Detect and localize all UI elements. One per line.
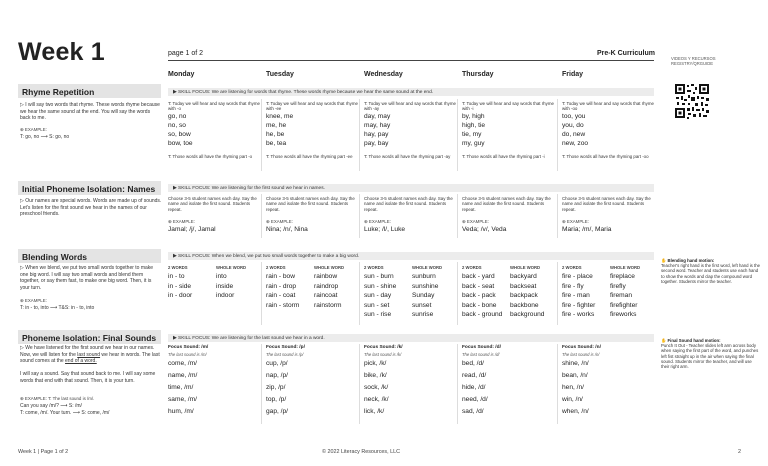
blend-two-words: fire - works <box>562 311 595 318</box>
focus-sound-sub: The last sound is /p/ <box>266 352 304 357</box>
blend-two-words: back - bone <box>462 301 497 309</box>
rhyme-outro: T: Those words all have the rhyming part -oo <box>562 154 649 159</box>
rhyme-word-pair: too, you <box>562 113 586 120</box>
column-divider <box>359 262 360 325</box>
footer-left: Week 1 | Page 1 of 2 <box>18 449 69 455</box>
blend-whole-word: background <box>510 311 545 318</box>
section-example-final-2: Can you say /m/? ⟶ S: /m/ <box>20 403 82 409</box>
focus-sound-sub: The last sound is /m/ <box>168 352 207 357</box>
rhyme-word-pair: go, no <box>168 113 187 120</box>
blend-two-words: sun - day <box>364 292 392 299</box>
blend-two-words: sun - rise <box>364 311 392 318</box>
final-sound-word: read, /d/ <box>462 372 487 379</box>
column-divider <box>457 344 458 424</box>
skill-focus-blending: ▶ SKILL FOCUS: When we blend, we put two small words together to make a big word. <box>168 252 654 260</box>
blend-whole-word: indoor <box>216 292 235 299</box>
play-icon: ▶ <box>173 185 179 191</box>
final-sound-word: pick, /k/ <box>364 360 387 367</box>
example-icon: ⊕ <box>20 396 25 401</box>
final-sound-word: hen, /n/ <box>562 384 584 391</box>
blend-whole-word: sunset <box>412 301 432 309</box>
final-sound-word: nap, /p/ <box>266 372 288 379</box>
blend-whole-word: sunburn <box>412 273 436 280</box>
rhyme-intro: T: Today we will hear and say words that rhyme with -o <box>168 101 260 112</box>
final-sound-word: bean, /n/ <box>562 372 588 379</box>
blend-col-header-whole: WHOLE WORD <box>412 265 443 270</box>
play-icon: ▶ <box>173 253 179 259</box>
focus-sound: Focus Sound: /n/ <box>562 345 601 350</box>
blend-whole-word: fireplace <box>610 273 635 280</box>
names-intro: Choose 3-5 student names each day. Say the name and isolate the first sound. Students repeat. <box>364 196 453 212</box>
rhyme-word-pair: by, high <box>462 113 485 120</box>
rhyme-word-pair: be, tea <box>266 140 287 147</box>
rhyme-intro: T: Today we will hear and say words that rhyme with -i <box>462 101 554 112</box>
names-example: Maria; /m/, Maria <box>562 226 612 233</box>
blend-whole-word: raincoat <box>314 292 338 299</box>
rhyme-word-pair: knee, me <box>266 113 294 120</box>
final-sound-word: same, /m/ <box>168 396 197 403</box>
column-divider <box>557 344 558 424</box>
blend-two-words: sun - set <box>364 301 390 309</box>
example-label: ⊕ EXAMPLE: <box>462 219 489 224</box>
focus-sound-sub: The last sound is /d/ <box>462 352 500 357</box>
focus-sound: Focus Sound: /d/ <box>462 345 501 350</box>
blend-col-header-whole: WHOLE WORD <box>510 265 541 270</box>
final-sound-word: gap, /p/ <box>266 408 288 415</box>
names-intro: Choose 3-5 student names each day. Say the name and isolate the first sound. Students repeat. <box>168 196 257 212</box>
example-label: ⊕ EXAMPLE: <box>20 298 47 303</box>
names-intro: Choose 3-5 student names each day. Say the name and isolate the first sound. Students repeat. <box>462 196 551 212</box>
blend-two-words: in - door <box>168 292 193 299</box>
focus-sound: Focus Sound: /k/ <box>364 345 403 350</box>
rhyme-word-pair: he, be <box>266 131 285 138</box>
rhyme-word-pair: may, hay <box>364 122 391 129</box>
rhyme-intro: T: Today we will hear and say words that rhyme with -ay <box>364 101 456 112</box>
blend-two-words: back - ground <box>462 311 503 318</box>
skill-focus-names: ▶ SKILL FOCUS: We are listening for the first sound we hear in names. <box>168 184 654 192</box>
section-title-blending: Blending Words <box>18 249 161 263</box>
section-example-final-3: T: come, /m/. Your turn. ⟶ S: come, /m/ <box>20 410 110 416</box>
page-title: Week 1 <box>18 38 105 66</box>
blend-two-words: rain - storm <box>266 301 300 309</box>
section-title-final: Phoneme Isolation: Final Sounds <box>18 330 161 344</box>
rhyme-word-pair: bow, toe <box>168 140 193 147</box>
section-desc-names: ▷ Our names are special words. Words are made up of sounds. Let's listen for the first sound we hear in the names of our preschool friends. <box>20 198 162 217</box>
rhyme-outro: T: Those words all have the rhyming part -i <box>462 154 545 159</box>
blend-col-header-whole: WHOLE WORD <box>610 265 641 270</box>
blend-col-header-whole: WHOLE WORD <box>314 265 345 270</box>
final-sound-word: sock, /k/ <box>364 384 389 391</box>
rhyme-word-pair: day, may <box>364 113 391 120</box>
example-label: ⊕ EXAMPLE: <box>168 219 195 224</box>
blending-hand-note: ✋ Blending hand motion: Teacher's right hand is the first word, left hand is the second word. Teacher and students use each hand to show the words and clap the compound word together. Students mirror the teacher. <box>661 258 760 284</box>
names-example: Luke; /l/, Luke <box>364 226 406 233</box>
qr-label: VIDEOS Y RECURSOS REGISTRY/QRGUIDE <box>671 56 716 66</box>
blend-whole-word: fireworks <box>610 311 637 318</box>
blend-two-words: rain - drop <box>266 282 297 290</box>
blend-col-header-2words: 2 WORDS <box>462 265 482 270</box>
play-icon: ▶ <box>173 335 179 341</box>
section-title-rhyme: Rhyme Repetition <box>18 84 161 98</box>
column-divider <box>359 344 360 424</box>
final-sound-word: time, /m/ <box>168 384 194 391</box>
blend-col-header-2words: 2 WORDS <box>364 265 384 270</box>
section-desc-blending: ▷ When we blend, we put two small words together to make one big word. I will say two small words and blend them together, or say them fast, to make one big word. Then, it is your turn. <box>20 265 154 291</box>
blend-whole-word: raindrop <box>314 282 339 290</box>
final-sound-word: cup, /p/ <box>266 360 288 367</box>
rhyme-word-pair: do, new <box>562 131 586 138</box>
blend-two-words: back - seat <box>462 282 495 290</box>
final-sound-word: neck, /k/ <box>364 396 389 403</box>
blend-two-words: in - side <box>168 282 192 290</box>
blend-col-header-whole: WHOLE WORD <box>216 265 247 270</box>
rhyme-word-pair: hay, pay <box>364 131 389 138</box>
column-divider <box>557 194 558 238</box>
blend-whole-word: backbone <box>510 301 539 309</box>
blend-whole-word: backseat <box>510 282 537 290</box>
blend-two-words: fire - man <box>562 292 590 299</box>
blend-whole-word: rainstorm <box>314 301 342 309</box>
final-sound-word: need, /d/ <box>462 396 488 403</box>
blend-two-words: rain - bow <box>266 273 295 280</box>
header-divider <box>168 60 654 61</box>
blend-whole-word: firefly <box>610 282 626 290</box>
blend-two-words: back - yard <box>462 273 495 280</box>
day-header-wednesday: Wednesday <box>364 71 403 78</box>
rhyme-word-pair: no, so <box>168 122 186 129</box>
final-sound-word: bike, /k/ <box>364 372 387 379</box>
rhyme-outro: T: Those words all have the rhyming part -ay <box>364 154 451 159</box>
section-title-names: Initial Phoneme Isolation: Names <box>18 181 161 195</box>
column-divider <box>557 99 558 171</box>
rhyme-word-pair: new, zoo <box>562 140 589 147</box>
rhyme-word-pair: tie, my <box>462 131 482 138</box>
rhyme-word-pair: pay, bay <box>364 140 389 147</box>
names-intro: Choose 3-5 student names each day. Say the name and isolate the first sound. Students repeat. <box>562 196 651 212</box>
section-example-blending: T: in - to, into ⟶ T&S: in - to, into <box>20 305 95 311</box>
final-sound-word: win, /n/ <box>562 396 583 403</box>
focus-sound-sub: The last sound is /k/ <box>364 352 402 357</box>
focus-sound: Focus Sound: /p/ <box>266 345 305 350</box>
section-desc-final: ▷ We have listened for the first sound we hear in our names. Now, we will listen for the last sound we hear in words. The last sound comes at the end of a word. <box>20 345 160 364</box>
focus-sound-sub: The last sound is /n/ <box>562 352 600 357</box>
blend-two-words: sun - shine <box>364 282 397 290</box>
rhyme-word-pair: you, do <box>562 122 584 129</box>
blend-two-words: fire - fly <box>562 282 584 290</box>
blend-two-words: fire - fighter <box>562 301 596 309</box>
rhyme-intro: T: Today we will hear and say words that rhyme with -oo <box>562 101 654 112</box>
blend-col-header-2words: 2 WORDS <box>562 265 582 270</box>
blend-whole-word: fireman <box>610 292 632 299</box>
skill-focus-rhyme: ▶ SKILL FOCUS: We are listening for words that rhyme. These words rhyme because we hear the same sound at the end. <box>168 88 654 96</box>
final-sound-word: name, /m/ <box>168 372 198 379</box>
focus-sound: Focus Sound: /m/ <box>168 345 209 350</box>
final-sound-word: hide, /d/ <box>462 384 486 391</box>
blend-whole-word: into <box>216 273 227 280</box>
play-icon: ▶ <box>173 89 179 95</box>
names-intro: Choose 3-5 student names each day. Say the name and isolate the first sound. Students repeat. <box>266 196 355 212</box>
blend-whole-word: backpack <box>510 292 538 299</box>
example-label: ⊕ EXAMPLE: <box>20 127 47 132</box>
final-sound-word: bed, /d/ <box>462 360 484 367</box>
blend-whole-word: backyard <box>510 273 537 280</box>
rhyme-word-pair: so, bow <box>168 131 191 138</box>
example-label: ⊕ EXAMPLE: <box>364 219 391 224</box>
column-divider <box>261 262 262 325</box>
column-divider <box>557 262 558 325</box>
hand-icon: ✋ <box>661 338 668 343</box>
day-header-tuesday: Tuesday <box>266 71 294 78</box>
footer-center: © 2022 Literacy Resources, LLC <box>322 449 400 455</box>
blend-col-header-2words: 2 WORDS <box>266 265 286 270</box>
final-sound-word: when, /n/ <box>562 408 589 415</box>
blend-two-words: sun - burn <box>364 273 394 280</box>
final-sound-word: sad, /d/ <box>462 408 484 415</box>
example-label: ⊕ EXAMPLE: <box>562 219 589 224</box>
blend-whole-word: sunrise <box>412 311 434 318</box>
final-sound-word: zip, /p/ <box>266 384 286 391</box>
day-header-monday: Monday <box>168 71 195 78</box>
names-example: Jamal; /j/, Jamal <box>168 226 216 233</box>
day-header-friday: Friday <box>562 71 584 78</box>
column-divider <box>261 344 262 424</box>
blend-whole-word: Sunday <box>412 292 435 299</box>
blend-two-words: in - to <box>168 273 185 280</box>
rhyme-word-pair: high, tie <box>462 122 486 129</box>
section-desc2-final: I will say a sound. Say that sound back to me. I will say some words that end with that sound. Then, it is your turn. <box>20 371 156 384</box>
final-sound-word: hum, /m/ <box>168 408 194 415</box>
qr-code-icon[interactable] <box>674 83 710 119</box>
rhyme-outro: T: Those words all have the rhyming part -ee <box>266 154 353 159</box>
rhyme-outro: T: Those words all have the rhyming part -o <box>168 154 253 159</box>
rhyme-intro: T: Today we will hear and say words that rhyme with -ee <box>266 101 358 112</box>
rhyme-word-pair: me, he <box>266 122 287 129</box>
hand-icon: ✋ <box>661 258 668 263</box>
column-divider <box>457 262 458 325</box>
names-example: Nina; /n/, Nina <box>266 226 308 233</box>
names-example: Veda; /v/, Veda <box>462 226 507 233</box>
blend-two-words: rain - coat <box>266 292 296 299</box>
final-sound-word: come, /m/ <box>168 360 197 367</box>
section-desc-rhyme: ▷ I will say two words that rhyme. These words rhyme because we hear the same sound at the end. You will say the words back to me. <box>20 102 160 121</box>
footer-page-number: 2 <box>738 449 741 455</box>
blend-col-header-2words: 2 WORDS <box>168 265 188 270</box>
final-sound-word: shine, /n/ <box>562 360 589 367</box>
final-sound-word: lick, /k/ <box>364 408 385 415</box>
example-icon: ⊕ <box>20 127 25 132</box>
blend-whole-word: rainbow <box>314 273 338 280</box>
curriculum-label: Pre-K Curriculum <box>597 50 655 57</box>
skill-focus-final: ▶ SKILL FOCUS: We are listening for the last sound we hear in a word. <box>168 334 654 342</box>
example-icon: ⊕ <box>20 298 25 303</box>
final-hand-note: ✋ Final Sound hand motion: Punch It Out - Teacher slides left arm across body when saying the first part of the word, and punches left fist straight up in the air when saying the final sound. Students mirror the teacher, and will use their right arm. <box>661 338 759 370</box>
section-example-rhyme: T: go, no ⟶ S: go, no <box>20 134 70 140</box>
rhyme-word-pair: my, guy <box>462 140 485 147</box>
blend-whole-word: sunshine <box>412 282 439 290</box>
final-sound-word: top, /p/ <box>266 396 287 403</box>
blend-two-words: fire - place <box>562 273 593 280</box>
blend-whole-word: inside <box>216 282 234 290</box>
blend-two-words: back - pack <box>462 292 496 299</box>
example-label: ⊕ EXAMPLE: <box>266 219 293 224</box>
example-label: ⊕ EXAMPLE: T: The last sound is /m/. <box>20 396 95 401</box>
blend-whole-word: firefighter <box>610 301 638 309</box>
page-indicator: page 1 of 2 <box>168 50 204 57</box>
day-header-thursday: Thursday <box>462 71 494 78</box>
